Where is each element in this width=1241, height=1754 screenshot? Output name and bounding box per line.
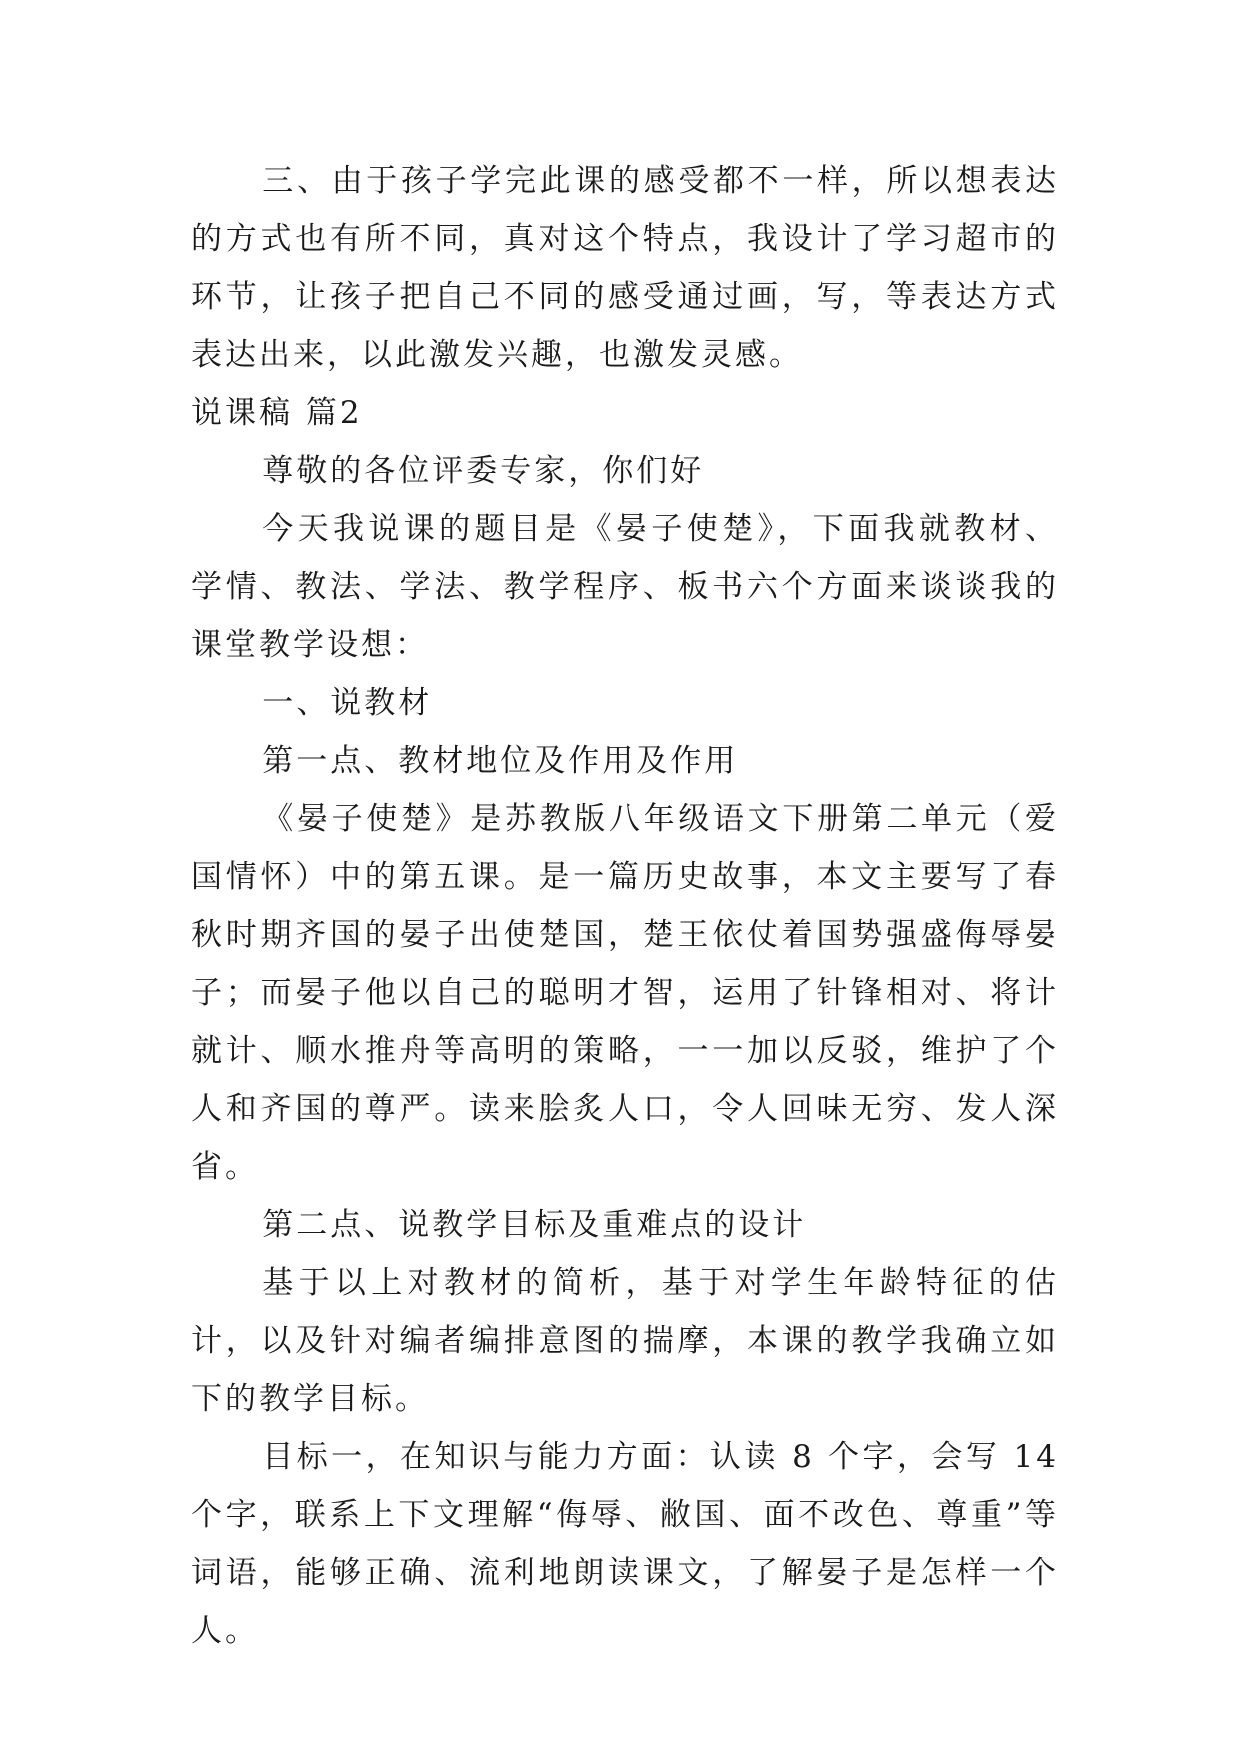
paragraph-point-one: 第一点、教材地位及作用及作用 — [262, 743, 739, 779]
paragraph-point-two: 第二点、说教学目标及重难点的设计 — [262, 1207, 807, 1243]
paragraph-analysis: 基于以上对教材的简析，基于对学生年龄特征的估计，以及针对编者编排意图的揣摩，本课的教学我确立如下的教学目标。 — [191, 1265, 1059, 1417]
paragraph-goal-one: 目标一，在知识与能力方面：认读 8 个字，会写 14 个字，联系上下文理解“侮辱、敝国、面不改色、尊重”等词语，能够正确、流利地朗读课文，了解晏子是怎样一个人。 — [191, 1439, 1059, 1649]
paragraph-topic-intro: 今天我说课的题目是《晏子使楚》，下面我就教材、学情、教法、学法、教学程序、板书六个方面来谈谈我的课堂教学设想： — [191, 511, 1059, 663]
paragraph-material-description: 《晏子使楚》是苏教版八年级语文下册第二单元（爱国情怀）中的第五课。是一篇历史故事，本文主要写了春秋时期齐国的晏子出使楚国，楚王依仗着国势强盛侮辱晏子；而晏子他以自己的聪明才智，运用了针锋相对、将计就计、顺水推舟等高明的策略，一一加以反驳，维护了个人和齐国的尊严。读来脍炙人口，令人回味无穷、发人深省。 — [191, 801, 1059, 1185]
paragraph-expression-methods: 三、由于孩子学完此课的感受都不一样，所以想表达的方式也有所不同，真对这个特点，我设计了学习超市的环节，让孩子把自己不同的感受通过画，写，等表达方式表达出来，以此激发兴趣，也激发灵感。 — [191, 163, 1059, 373]
paragraph-greeting: 尊敬的各位评委专家，你们好 — [262, 453, 705, 489]
paragraph-subheading-material: 一、说教材 — [262, 685, 433, 721]
section-heading: 说课稿 篇2 — [191, 395, 363, 431]
document-body — [191, 152, 1059, 1660]
